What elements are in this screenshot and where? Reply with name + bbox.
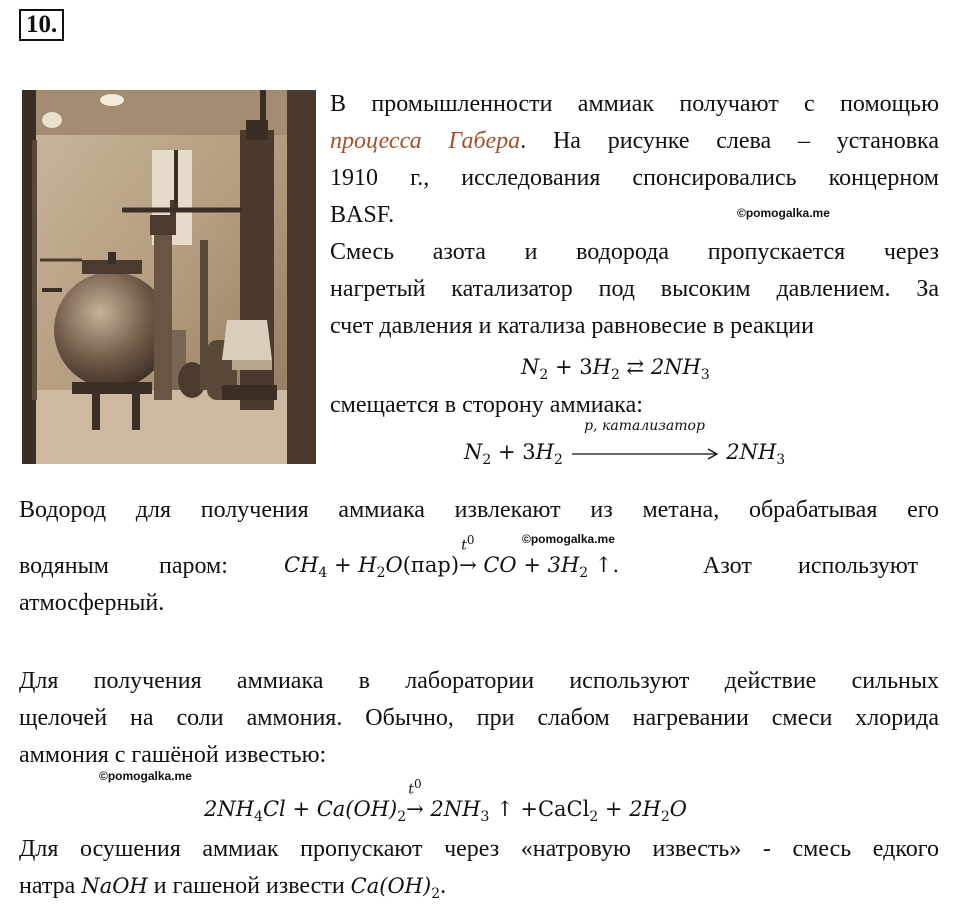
drying-line-2: натра NaOH и гашеной извести $Ca(OH)_2$. — [19, 873, 447, 902]
hydrogen-word-1: водяным — [19, 553, 109, 579]
watermark-1: ©pomogalka.me — [737, 206, 830, 220]
mixture-line-1: Смесь азота и водорода пропускается через — [330, 239, 939, 265]
equation-methane: $CH_4 + H_2O(пар)$ $t^0$ → CO + $3H_2$ ↑. — [284, 533, 620, 581]
lab-line-1: Для получения аммиака в лаборатории используют действие сильных — [19, 668, 939, 694]
catalyst-condition: p, катализатор — [584, 418, 705, 434]
watermark-3: ©pomogalka.me — [99, 769, 192, 783]
equation-equilibrium: $N_2 + 3H_2$ ⇄ $2NH_3$ — [521, 355, 710, 383]
hydrogen-paragraph — [19, 492, 939, 529]
naoh-formula: NaOH — [81, 874, 148, 898]
hydrogen-line-3-wrap — [19, 585, 939, 622]
lab-line-2: щелочей на соли аммония. Обычно, при слабом нагревании смеси хлорида — [19, 705, 939, 731]
industrial-apparatus-photo-icon — [22, 90, 316, 464]
hydrogen-line-3: атмосферный. — [19, 590, 165, 616]
lab-paragraph — [19, 663, 939, 774]
catalyst-arrow — [570, 418, 720, 464]
intro-line-3: 1910 г., исследования спонсировались концерном — [330, 165, 939, 191]
mixture-line-4: смещается в сторону аммиака: — [330, 392, 643, 418]
intro-line-1: В промышленности аммиак получают с помощью — [330, 91, 939, 117]
intro-line-2-rest: . На рисунке слева – установка — [520, 128, 939, 154]
drying-paragraph — [19, 831, 939, 913]
hydrogen-word-3: Азот — [703, 553, 752, 579]
heat-arrow: $t^0$ → — [459, 533, 477, 577]
intro-line-2 — [330, 123, 939, 160]
drying-line-1: Для осушения аммиак пропускают через «натровую известь» - смесь едкого — [19, 836, 939, 862]
equation-catalytic: $N_2 + 3H_2$ p, катализатор $2NH_3$ — [464, 418, 786, 468]
task-number: 10. — [19, 9, 64, 41]
intro-paragraph — [330, 86, 939, 345]
watermark-2: ©pomogalka.me — [522, 532, 615, 546]
lab-line-3: аммония с гашёной известью: — [19, 742, 327, 768]
mixture-line-3: счет давления и катализа равновесие в реакции — [330, 313, 814, 339]
equation-ammonium-chloride: $2NH_4Cl + Ca(OH)_2$ $t^0$ → $2NH_3$ ↑ +CaCl$_2$ + $2H_2O$ — [204, 777, 688, 825]
caoh2-formula: $Ca(OH)_2$ — [350, 874, 441, 902]
heat-arrow-2: $t^0$ → — [406, 777, 424, 821]
photo — [22, 90, 316, 464]
mixture-line-2: нагретый катализатор под высоким давлением. За — [330, 276, 939, 302]
long-arrow-icon — [570, 447, 720, 461]
hydrogen-word-4: используют — [798, 553, 919, 579]
intro-line-4: BASF. — [330, 202, 395, 228]
hydrogen-word-2: паром: — [159, 553, 228, 579]
haber-process-term: процесса Габера — [330, 128, 521, 154]
hydrogen-line-1: Водород для получения аммиака извлекают из метана, обрабатывая его — [19, 497, 939, 523]
